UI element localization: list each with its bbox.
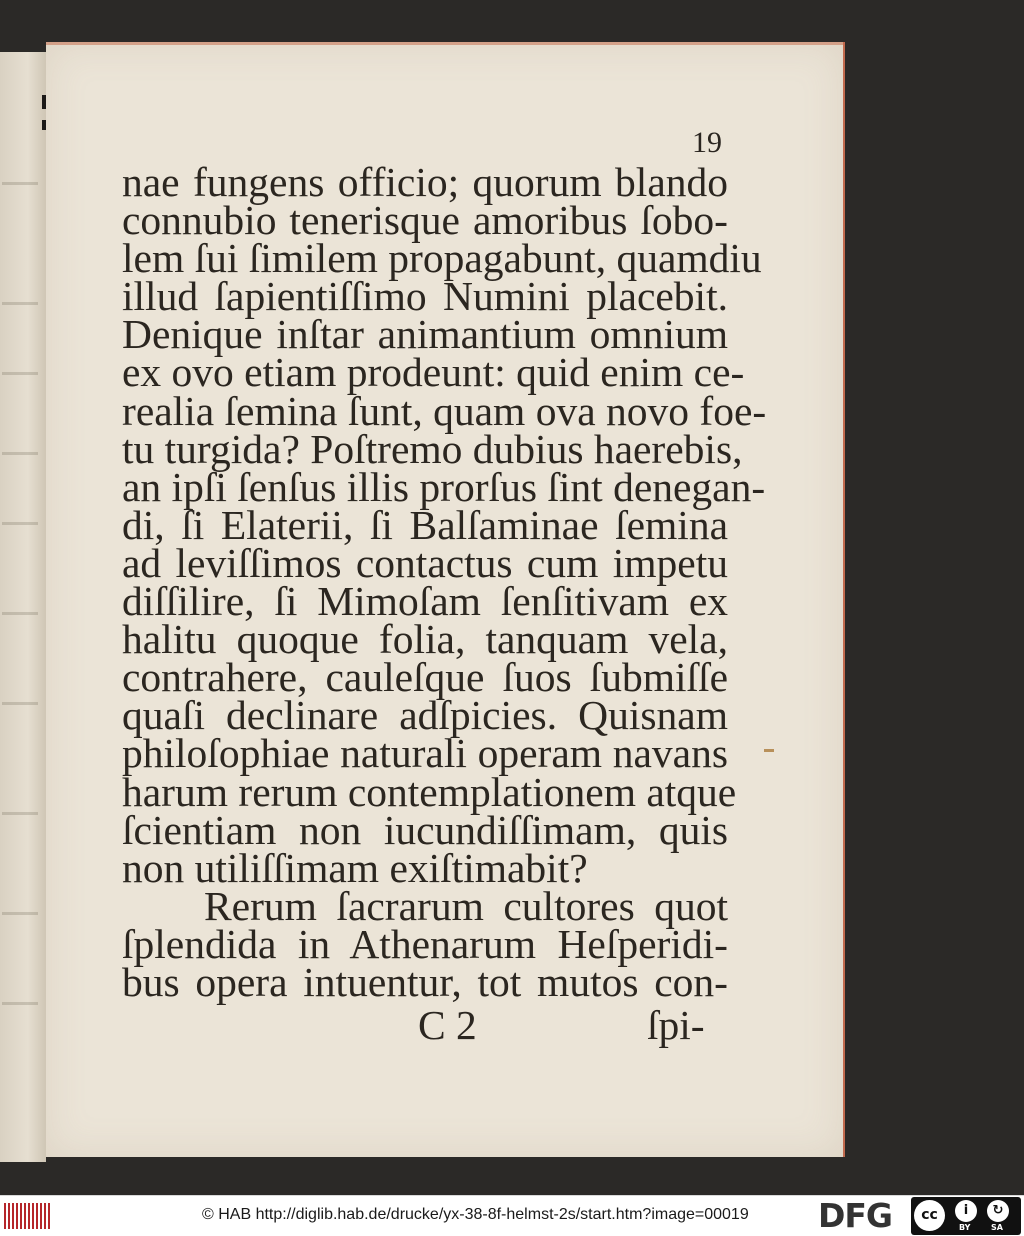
margin-mark [764,749,774,752]
page-text [122,159,767,1005]
text-line: tu turgida? Poſtremo dubius haerebis, [122,425,743,472]
bleed-through-mark [2,812,38,815]
text-line: Rerum ſacrarum cultores quot [204,882,728,929]
previous-page-edge [0,52,46,1162]
text-line: ſplendida in Athenarum Heſperidi- [122,920,728,967]
cc-license-badge[interactable] [911,1197,1021,1235]
sa-label: SA [991,1223,1003,1232]
text-line: lem ſui ſimilem propagabunt, quamdiu [122,235,762,282]
cc-icon: cc [914,1200,945,1231]
person-icon: i [955,1200,977,1222]
bleed-through-mark [2,302,38,305]
text-line: harum rerum contemplationem atque [122,768,737,815]
text-line: realia ſemina ſunt, quam ova novo foe- [122,387,767,434]
text-line: halitu quoque folia, tanquam vela, [122,616,728,663]
footer-bar [0,1195,1024,1236]
by-label: BY [959,1223,971,1232]
text-line: ex ovo etiam prodeunt: quid enim ce- [122,349,745,396]
text-line: ad leviſſimos contactus cum impetu [122,539,728,586]
bleed-through-mark [2,522,38,525]
text-line: an ipſi ſenſus illis prorſus ſint denegan- [122,463,766,510]
dfg-logo[interactable]: DFG [818,1196,893,1235]
bleed-through-mark [2,1002,38,1005]
bleed-through-mark [2,702,38,705]
text-line: contrahere, cauleſque ſuos ſubmiſſe [122,654,728,701]
text-line: Denique inſtar animantium omnium [122,311,728,358]
bleed-through-mark [2,612,38,615]
bleed-through-mark [2,372,38,375]
page-edge [46,42,843,45]
text-line: di, ſi Elaterii, ſi Balſaminae ſemina [122,501,728,548]
bleed-through-mark [2,912,38,915]
copyright-link[interactable]: © HAB http://diglib.hab.de/drucke/yx-38-8f-helmst-2s/start.htm?image=00019 [202,1206,749,1223]
text-line: non utiliſſimam exiſtimabit? [122,844,588,891]
signature-mark: C 2 [418,1002,477,1048]
bleed-through-mark [2,452,38,455]
text-line: bus opera intuentur, tot mutos con- [122,958,728,1005]
text-line: illud ſapientiſſimo Numini placebit. [122,273,728,320]
text-line: ſcientiam non iucundiſſimam, quis [122,806,728,853]
bleed-through-mark [2,182,38,185]
text-line: diſſilire, ſi Mimoſam ſenſitivam ex [122,578,728,625]
page-number: 19 [692,126,722,159]
hab-logo-icon[interactable] [4,1203,50,1229]
catchword: ſpi- [647,1002,705,1048]
text-line: nae fungens officio; quorum blando [122,159,728,205]
share-alike-icon: ↻ [987,1200,1009,1222]
text-line: philoſophiae naturali operam navans [122,730,728,777]
text-line: quaſi declinare adſpicies. Quisnam [122,692,728,739]
text-line: connubio tenerisque amoribus ſobo- [122,197,728,244]
